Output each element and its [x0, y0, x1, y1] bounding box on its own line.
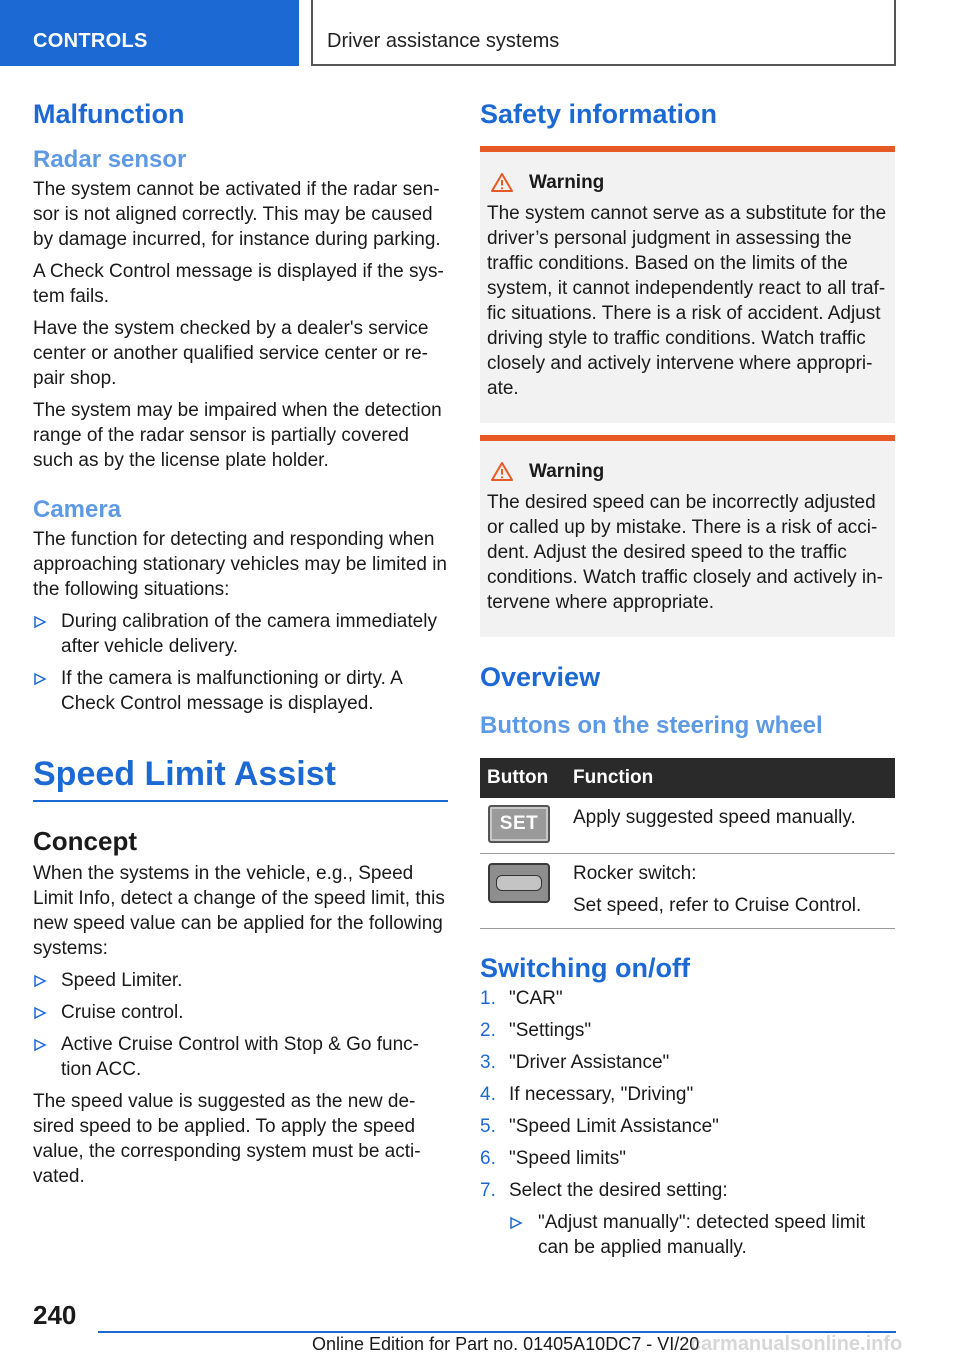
- function-text: Rocker switch:: [573, 862, 697, 884]
- step-number: 1.: [480, 988, 496, 1010]
- radar-paragraph: The system may be impaired when the detection range of the radar sensor is partially covered such as by the license plate holder.: [33, 400, 442, 472]
- warning-triangle-icon: [490, 172, 514, 193]
- section-tab: [0, 0, 299, 66]
- list-item-text: Active Cruise Control with Stop & Go func‐tion ACC.: [61, 1033, 419, 1080]
- column-header-button: Button: [480, 758, 566, 798]
- footer-edition: Online Edition for Part no. 01405A10DC7 - VI/20: [312, 1334, 700, 1354]
- warning-triangle-icon: [490, 461, 514, 482]
- camera-heading: Camera: [33, 496, 122, 524]
- list-item: [33, 1032, 448, 1082]
- function-cell: [566, 798, 895, 854]
- set-button-label: SET: [499, 813, 539, 835]
- column-header-function: Function: [566, 758, 895, 798]
- step-text: Select the desired setting:: [509, 1180, 728, 1202]
- table-row: [480, 853, 895, 928]
- list-item: [480, 1178, 895, 1260]
- list-item: [33, 968, 448, 993]
- list-item: [480, 986, 895, 1011]
- list-item-text: Speed Limiter.: [61, 969, 183, 991]
- button-cell: [480, 798, 566, 854]
- overview-heading: Overview: [480, 661, 601, 692]
- concept-intro: When the systems in the vehicle, e.g., Speed Limit Info, detect a change of the speed limit, this new speed value can be applied for the following systems:: [33, 862, 445, 959]
- page-number: 240: [33, 1300, 77, 1330]
- button-cell: [480, 853, 566, 928]
- warning-text: The desired speed can be incorrectly adjusted or called up by mistake. There is a risk of acci‐dent. Adjust the desired speed to the traffic conditions. Watch traffic closely and actively in‐tervene where appropriate.: [487, 491, 884, 613]
- table-row: [480, 798, 895, 854]
- list-item: [33, 609, 448, 659]
- list-item: [480, 1082, 895, 1107]
- step-text: "Settings": [509, 1020, 592, 1042]
- right-column: [480, 100, 895, 1260]
- steering-wheel-buttons-heading: Buttons on the steering wheel: [480, 712, 823, 740]
- step-number: 7.: [480, 1180, 496, 1202]
- chapter-tab: [311, 0, 896, 66]
- triangle-bullet-icon: [33, 1038, 47, 1052]
- list-item: [33, 1000, 448, 1025]
- camera-list: [33, 609, 448, 716]
- list-item: [480, 1114, 895, 1139]
- radar-sensor-heading: Radar sensor: [33, 145, 187, 173]
- warning-header: [487, 172, 887, 194]
- systems-list: [33, 968, 448, 1082]
- list-item-text: If the camera is malfunctioning or dirty. A Check Control message is displayed.: [61, 668, 402, 715]
- function-text: Set speed, refer to Cruise Control.: [573, 894, 862, 916]
- warning-label: Warning: [529, 460, 605, 482]
- settings-sublist: [509, 1210, 895, 1260]
- warning-label: Warning: [529, 171, 605, 193]
- step-number: 6.: [480, 1148, 496, 1170]
- triangle-bullet-icon: [33, 615, 47, 629]
- step-number: 3.: [480, 1052, 496, 1074]
- warning-box: [480, 435, 895, 637]
- concept-heading: Concept: [33, 825, 137, 856]
- left-column: [33, 100, 448, 1189]
- rocker-switch-icon: [488, 863, 550, 903]
- triangle-bullet-icon: [33, 974, 47, 988]
- radar-paragraph: A Check Control message is displayed if the sys‐tem fails.: [33, 261, 444, 308]
- list-item: [33, 666, 448, 716]
- speed-limit-assist-heading: Speed Limit Assist: [33, 756, 448, 801]
- camera-intro: The function for detecting and responding when approaching stationary vehicles may be limited in the following situations:: [33, 529, 447, 601]
- buttons-table: [480, 758, 895, 929]
- triangle-bullet-icon: [509, 1216, 523, 1230]
- list-item-text: Cruise control.: [61, 1001, 184, 1023]
- safety-information-heading: Safety information: [480, 99, 718, 129]
- function-cell: [566, 853, 895, 928]
- step-number: 4.: [480, 1084, 496, 1106]
- malfunction-heading: Malfunction: [33, 99, 185, 129]
- step-text: "Driver Assistance": [509, 1052, 670, 1074]
- radar-paragraph: Have the system checked by a dealer's service center or another qualified service center or re‐pair shop.: [33, 318, 429, 390]
- steps-list: [480, 986, 895, 1260]
- list-item: [480, 1146, 895, 1171]
- list-item-text: During calibration of the camera immediately after vehicle delivery.: [61, 611, 437, 658]
- step-number: 2.: [480, 1020, 496, 1042]
- step-text: "Speed Limit Assistance": [509, 1116, 719, 1138]
- step-text: "CAR": [509, 988, 563, 1010]
- step-text: If necessary, "Driving": [509, 1084, 694, 1106]
- chapter-title: Driver assistance systems: [327, 30, 560, 52]
- warning-header: [487, 461, 887, 483]
- list-item: [480, 1050, 895, 1075]
- triangle-bullet-icon: [33, 672, 47, 686]
- function-text: Apply suggested speed manually.: [573, 806, 856, 828]
- switching-on-off-heading: Switching on/off: [480, 952, 690, 983]
- warning-text: The system cannot serve as a substitute for the driver’s personal judgment in assessing the traffic conditions. Based on the limits of the system, it cannot independently react to all traf‐fic situations. There is a risk of accident. Adjust driving style to traffic conditions. Watch traffic closely and actively intervene where appropri‐ate.: [487, 202, 887, 399]
- watermark: carmanualsonline.info: [690, 1333, 903, 1355]
- concept-outro: The speed value is suggested as the new de‐sired speed to be applied. To apply the speed value, the corresponding system must be acti‐vated.: [33, 1090, 421, 1187]
- radar-paragraph: The system cannot be activated if the radar sen‐sor is not aligned correctly. This may be caused by damage incurred, for instance during parking.: [33, 179, 441, 251]
- step-text: "Speed limits": [509, 1148, 626, 1170]
- set-button-icon: [488, 805, 550, 843]
- list-item-text: "Adjust manually": detected speed limit can be applied manually.: [538, 1212, 866, 1259]
- step-number: 5.: [480, 1116, 496, 1138]
- warning-box: [480, 146, 895, 423]
- table-header-row: [480, 758, 895, 798]
- list-item: [509, 1210, 895, 1260]
- triangle-bullet-icon: [33, 1006, 47, 1020]
- list-item: [480, 1018, 895, 1043]
- section-title: CONTROLS: [33, 30, 148, 52]
